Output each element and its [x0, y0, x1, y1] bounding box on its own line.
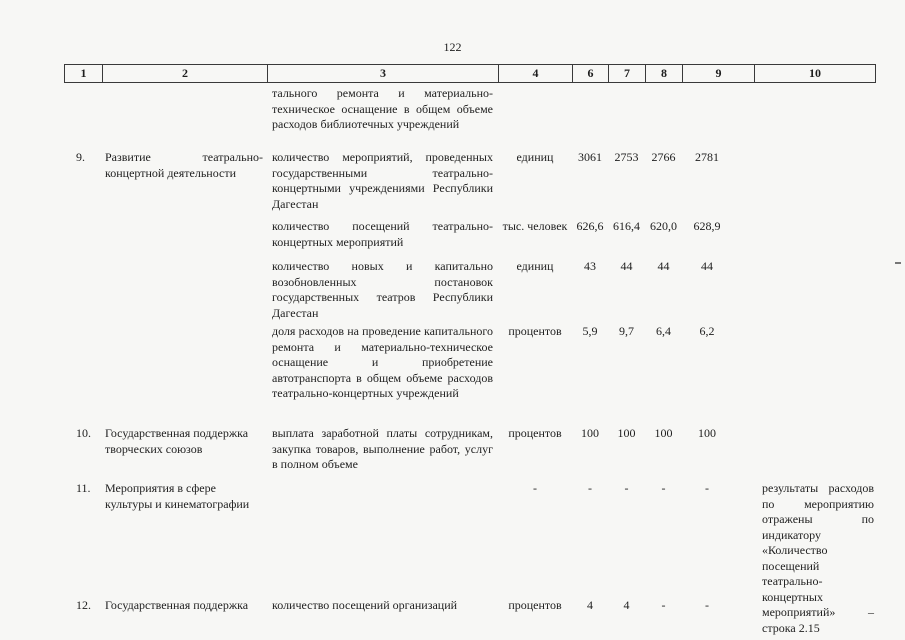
value-col-7: 44 — [620, 259, 633, 273]
value-col-6: 5,9 — [582, 324, 598, 338]
value-col-8: 100 — [654, 426, 673, 440]
unit-cell: единиц — [516, 150, 554, 164]
column-header-9: 9 — [682, 64, 754, 82]
value-col-7: 4 — [623, 598, 630, 612]
indicator-text: количество мероприятий, проведенных государственными театрально-концертными учреждениями Республики Дагестан — [272, 150, 493, 211]
value-col-7: 9,7 — [619, 324, 634, 338]
row-number: 12. — [76, 598, 91, 612]
value-col-9: 6,2 — [699, 324, 715, 338]
indicator-text: количество посещений театрально-концертных мероприятий — [272, 219, 493, 249]
value-col-7: 2753 — [614, 150, 639, 164]
value-col-9: - — [705, 598, 709, 612]
value-col-9: - — [705, 481, 709, 495]
row-number: 10. — [76, 426, 91, 440]
value-col-7: - — [624, 481, 629, 495]
unit-cell: процентов — [508, 426, 562, 440]
value-col-9: 44 — [701, 259, 713, 273]
value-col-6: 100 — [581, 426, 599, 440]
value-col-9: 2781 — [695, 150, 719, 164]
value-col-6: 626,6 — [576, 219, 604, 233]
value-col-6: 43 — [584, 259, 596, 273]
value-col-6: - — [588, 481, 592, 495]
row-number: 11. — [76, 481, 91, 495]
activity-title: Государственная поддержка творческих союзов — [105, 426, 249, 456]
value-col-9: 628,9 — [693, 219, 721, 233]
column-header-4: 4 — [498, 64, 572, 82]
value-col-8: 2766 — [651, 150, 676, 164]
value-col-8: 620,0 — [650, 219, 677, 233]
value-col-7: 100 — [617, 426, 636, 440]
indicator-text: доля расходов на проведение капитального ремонта и материально-техническое оснащение и приобретение автотранспорта в общем объеме расходов театрально-концертных учреждений — [272, 324, 493, 400]
column-header-3: 3 — [267, 64, 498, 82]
value-col-8: 6,4 — [656, 324, 671, 338]
value-col-6: 3061 — [578, 150, 602, 164]
value-col-8: 44 — [657, 259, 670, 273]
column-header-1: 1 — [64, 64, 102, 82]
activity-title: Развитие театрально-концертной деятельности — [105, 150, 263, 180]
activity-title: Государственная поддержка — [105, 598, 249, 612]
activity-title: Мероприятия в сфере культуры и кинематографии — [105, 481, 250, 511]
note-text: результаты расходов по мероприятию отражены по индикатору «Количество посещений театрально-концертных мероприятий» – строка 2.15 — [762, 481, 874, 635]
page-number: 122 — [443, 40, 462, 54]
unit-cell: единиц — [516, 259, 554, 273]
indicator-text: количество посещений организаций — [272, 598, 458, 612]
indicator-text: выплата заработной платы сотрудникам, закупка товаров, выполнение работ, услуг в полном объеме — [272, 426, 493, 471]
column-header-10: 10 — [754, 64, 876, 82]
unit-cell: процентов — [508, 598, 562, 612]
row-number: 9. — [76, 150, 85, 164]
unit-cell: тыс. человек — [502, 219, 568, 233]
column-header-2: 2 — [102, 64, 267, 82]
header-bottom-rule — [64, 82, 876, 83]
unit-cell: - — [533, 481, 537, 495]
indicator-text: тального ремонта и материально-техническое оснащение в общем объеме расходов библиотечных учреждений — [272, 86, 493, 131]
value-col-6: 4 — [587, 598, 593, 612]
value-col-8: - — [661, 481, 666, 495]
indicator-text: количество новых и капитально возобновленных постановок государственных театров Республики Дагестан — [272, 259, 493, 320]
value-col-8: - — [661, 598, 666, 612]
column-header-8: 8 — [645, 64, 682, 82]
value-col-7: 616,4 — [613, 219, 640, 233]
value-col-9: 100 — [698, 426, 716, 440]
unit-cell: процентов — [508, 324, 562, 338]
scan-mark — [895, 262, 901, 264]
column-header-7: 7 — [608, 64, 645, 82]
column-header-6: 6 — [572, 64, 608, 82]
